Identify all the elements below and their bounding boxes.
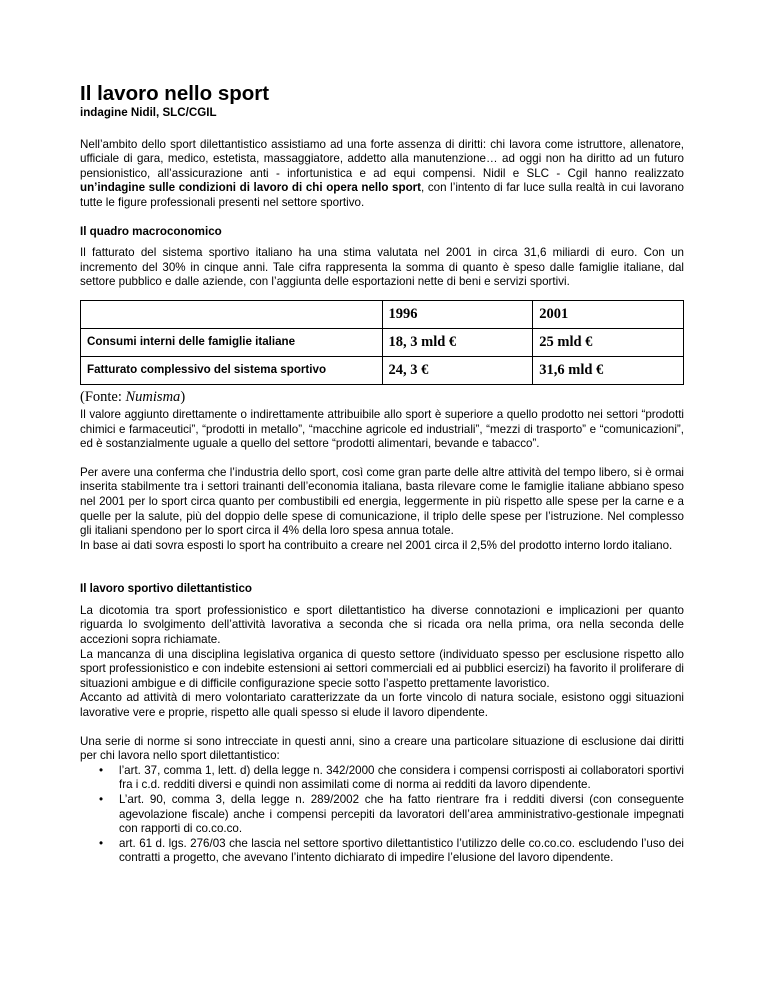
intro-text-after: , con l’intento di far luce sulla realtà in cui lavorano tutte le figure professionali presenti nel settore sportivo.	[80, 181, 684, 209]
revenue-table	[80, 300, 684, 385]
table-row-label: Consumi interni delle famiglie italiane	[81, 328, 383, 356]
lavoro-paragraph-1: La dicotomia tra sport professionistico e sport dilettantistico ha diverse connotazioni e implicazioni per quanto riguarda lo svolgimento dell’attività lavorativa a seconda che si ricada ora nella prima, ora nella seconda delle accezioni sopra richiamate.	[80, 603, 684, 647]
table-cell-2001: 25 mld €	[533, 328, 684, 356]
table-header-empty	[81, 300, 383, 328]
document-title: Il lavoro nello sport	[80, 82, 270, 105]
table-source	[80, 388, 684, 406]
lavoro-paragraph-4: Una serie di norme si sono intrecciate in questi anni, sino a creare una particolare situazione di esclusione dai diritti per chi lavora nello sport dilettantistico:	[80, 734, 684, 763]
table-cell-1996: 24, 3 €	[382, 356, 533, 384]
macro-paragraph-4: In base ai dati sovra esposti lo sport ha contribuito a creare nel 2001 circa il 2,5% del prodotto interno lordo italiano.	[80, 538, 673, 552]
source-prefix: (Fonte:	[80, 388, 126, 405]
document-subtitle: indagine Nidil, SLC/CGIL	[80, 106, 217, 119]
table-row	[81, 356, 684, 384]
lavoro-paragraph-3: Accanto ad attività di mero volontariato caratterizzate da un forte vincolo di natura sociale, esistono oggi situazioni lavorative vere e proprie, rispetto alle quali spesso si elude il lavoro dipendente.	[80, 691, 684, 720]
table-cell-1996: 18, 3 mld €	[382, 328, 533, 356]
intro-paragraph	[80, 138, 684, 211]
macro-paragraph-3: Per avere una conferma che l’industria dello sport, così come gran parte delle altre attività del tempo libero, si è ormai inserita stabilmente tra i settori trainanti dell’economia italiana, basta rilevare come le famiglie italiane abbiano speso nel 2001 per lo sport circa quanto per combustibili ed energia, leggermente in più rispetto alle spese per la carne e a quelle per la salute, più del doppio delle spese di comunicazione, il triplo delle spese per l’istruzione. Nel complesso gli italiani spendono per lo sport circa il 4% della loro spesa annua totale.	[80, 465, 684, 538]
source-name: Numisma	[125, 388, 181, 405]
macro-paragraph-1: Il fatturato del sistema sportivo italiano ha una stima valutata nel 2001 in circa 31,6 miliardi di euro. Con un incremento del 30% in cinque anni. Tale cifra rappresenta la somma di quanto è speso dalle famiglie italiane, dal settore pubblico e dalle aziende, con l’aggiunta delle esportazioni nette di beni e servizi sportivi.	[80, 246, 684, 289]
table-cell-2001: 31,6 mld €	[533, 356, 684, 384]
document-page	[80, 82, 684, 866]
list-item: • l’art. 37, comma 1, lett. d) della legge n. 342/2000 che considera i compensi corrisposti ai collaboratori sportivi fra i c.d. redditi diversi e quindi non assimilati come di norma ai redditi da lavoro dipendente.	[119, 764, 684, 793]
table-header-row	[81, 300, 684, 328]
intro-text-before: Nell’ambito dello sport dilettantistico assistiamo ad una forte assenza di diritti: chi lavora come istruttore, allenatore, ufficiale di gara, medico, estetista, massaggiatore, addetto alla manutenzione… ad oggi non ha diritto ad un futuro pensionistico, all’assicurazione anti - infortunistica e ad equi compensi. Nidil e SLC - Cgil hanno realizzato	[80, 137, 684, 180]
section-heading-macro: Il quadro macroconomico	[80, 224, 222, 238]
table-row-label: Fatturato complessivo del sistema sportivo	[81, 356, 383, 384]
norms-list	[80, 764, 684, 866]
list-item: • art. 61 d. lgs. 276/03 che lascia nel settore sportivo dilettantistico l’utilizzo delle co.co.co. escludendo l’uso dei contratti a progetto, che avevano l’intento dichiarato di impedire l’elusione del lavoro dipendente.	[119, 837, 684, 866]
source-suffix: )	[180, 388, 186, 405]
macro-paragraph-2: Il valore aggiunto direttamente o indirettamente attribuibile allo sport è superiore a quello prodotto nei settori “prodotti chimici e farmaceutici”, “prodotti in metallo”, “macchine agricole ed industriali”, “mezzi di trasporto” e “comunicazioni”, ed è sostanzialmente uguale a quello del settore “prodotti alimentari, bevande e tabacco”.	[80, 407, 684, 451]
lavoro-paragraph-2: La mancanza di una disciplina legislativa organica di questo settore (individuato spesso per esclusione rispetto allo sport professionistico e con indebite estensioni ai settori commerciali ed ai pubblici esercizi) ha favorito il proliferare di situazioni ambigue e di difficile configurazione specie sotto l’aspetto prettamente lavoristico.	[80, 647, 684, 690]
section-heading-lavoro: Il lavoro sportivo dilettantistico	[80, 582, 252, 596]
table-header-1996: 1996	[382, 300, 533, 328]
table-header-2001: 2001	[533, 300, 684, 328]
list-item: • L’art. 90, comma 3, della legge n. 289/2002 che ha fatto rientrare fra i redditi diversi (con conseguente agevolazione fiscale) anche i compensi percepiti da lavoratori dell’area amministrativo-gestionale impegnati con rapporti di co.co.co.	[119, 793, 684, 837]
table-row	[81, 328, 684, 356]
intro-text-bold: un’indagine sulle condizioni di lavoro di chi opera nello sport	[80, 181, 422, 195]
